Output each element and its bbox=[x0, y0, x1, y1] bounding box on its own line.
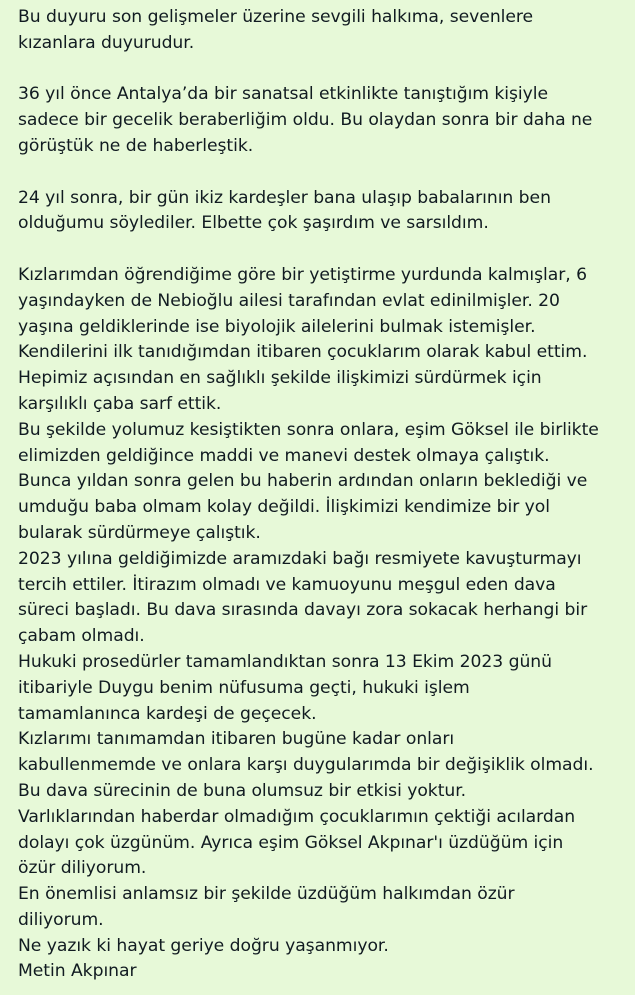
message-line: Bu duyuru son gelişmeler üzerine sevgili halkıma, sevenlere bbox=[18, 7, 534, 27]
message-line: sadece bir gecelik beraberliğim oldu. Bu olaydan sonra bir daha ne bbox=[18, 110, 593, 131]
message-line: elimizden geldiğince maddi ve manevi destek olmaya çalıştık. bbox=[18, 445, 550, 466]
message-line: 2023 yılına geldiğimizde aramızdaki bağı resmiyete kavuşturmayı bbox=[18, 548, 582, 569]
message-line: Bunca yıldan sonra gelen bu haberin ardından onların beklediği ve bbox=[18, 471, 588, 492]
message-line: Kendilerini ilk tanıdığımdan itibaren çocuklarım olarak kabul ettim. bbox=[18, 342, 588, 363]
message-line: diliyorum. bbox=[18, 909, 104, 930]
message-paragraph bbox=[18, 186, 635, 238]
message-line: özür diliyorum. bbox=[18, 858, 147, 879]
message-line: 24 yıl sonra, bir gün ikiz kardeşler bana ulaşıp babalarının ben bbox=[18, 187, 551, 208]
paragraph-gap bbox=[18, 237, 635, 263]
message-line: Bu dava sürecinin de buna olumsuz bir etkisi yoktur. bbox=[18, 780, 467, 801]
message-line: Hukuki prosedürler tamamlandıktan sonra 13 Ekim 2023 günü bbox=[18, 651, 552, 672]
message-signature: Metin Akpınar bbox=[18, 961, 137, 982]
message-line: tamamlanınca kardeşi de geçecek. bbox=[18, 703, 317, 724]
message-line: görüştük ne de haberleştik. bbox=[18, 135, 254, 156]
message-line: Kızlarımı tanımamdan itibaren bugüne kadar onları bbox=[18, 729, 455, 750]
message-line: Hepimiz açısından en sağlıklı şekilde ilişkimizi sürdürmek için bbox=[18, 368, 542, 389]
message-line: tercih ettiler. İtirazım olmadı ve kamuoyunu meşgul eden dava bbox=[18, 574, 556, 595]
message-line: süreci başladı. Bu dava sırasında davayı zora sokacak herhangi bir bbox=[18, 600, 588, 621]
paragraph-gap bbox=[18, 57, 635, 83]
message-line: Kızlarımdan öğrendiğime göre bir yetiştirme yurdunda kalmışlar, 6 bbox=[18, 264, 587, 285]
message-line: dolayı çok üzgünüm. Ayrıca eşim Göksel Akpınar'ı üzdüğüm için bbox=[18, 832, 564, 853]
message-line: En önemlisi anlamsız bir şekilde üzdüğüm halkımdan özür bbox=[18, 884, 515, 905]
message-line: Bu şekilde yolumuz kesiştikten sonra onlara, eşim Göksel ile birlikte bbox=[18, 419, 599, 440]
message-paragraph bbox=[18, 5, 635, 57]
message-line: kabullenmemde ve onlara karşı duygularımda bir değişiklik olmadı. bbox=[18, 755, 594, 776]
message-line: umduğu baba olmam kolay değildi. İlişkimizi kendimize bir yol bbox=[18, 497, 550, 518]
message-line: yaşına geldiklerinde ise biyolojik ailelerini bulmak istemişler. bbox=[18, 316, 536, 337]
message-line: itibariyle Duygu benim nüfusuma geçti, hukuki işlem bbox=[18, 677, 470, 698]
message-line: karşılıklı çaba sarf ettik. bbox=[18, 393, 222, 414]
message-line: bularak sürdürmeye çalıştık. bbox=[18, 522, 261, 543]
message-line: kızanlara duyurudur. bbox=[18, 32, 195, 53]
paragraph-gap bbox=[18, 160, 635, 186]
message-line: olduğumu söylediler. Elbette çok şaşırdım ve sarsıldım. bbox=[18, 213, 489, 234]
message-paragraph bbox=[18, 82, 635, 159]
message-paragraph bbox=[18, 263, 635, 985]
message-line: çabam olmadı. bbox=[18, 626, 145, 647]
message-line: yaşındayken de Nebioğlu ailesi tarafından evlat edinilmişler. 20 bbox=[18, 290, 560, 311]
message-line: Varlıklarından haberdar olmadığım çocuklarımın çektiği acılardan bbox=[18, 806, 576, 827]
message-line: Ne yazık ki hayat geriye doğru yaşanmıyor. bbox=[18, 935, 389, 956]
message-line: 36 yıl önce Antalya’da bir sanatsal etkinlikte tanıştığım kişiyle bbox=[18, 84, 549, 105]
